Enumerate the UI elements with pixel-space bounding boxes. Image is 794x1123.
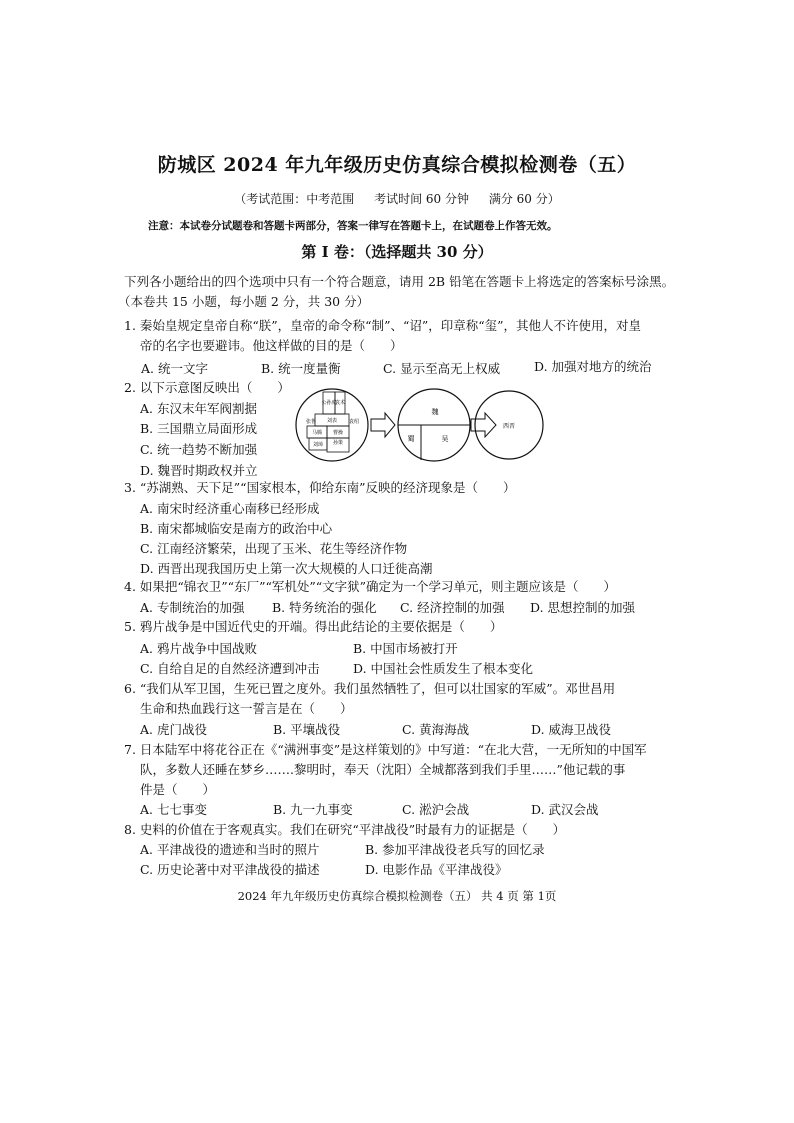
question-4-option-a[interactable]: A. 专制统治的加强 xyxy=(140,600,245,615)
question-2-option-d[interactable]: D. 魏晋时期政权并立 xyxy=(140,463,258,478)
diagram-label-yuanshao: 袁绍 xyxy=(348,419,360,425)
question-7-option-b[interactable]: B. 九一九事变 xyxy=(273,802,353,817)
section-title: 第 I 卷：（选择题共 30 分） xyxy=(301,243,493,261)
question-3-stem: 3. “苏湖熟、天下足”“国家根本，仰给东南”反映的经济现象是（ ） xyxy=(124,480,516,495)
question-3-option-c[interactable]: C. 江南经济繁荣，出现了玉米、花生等经济作物 xyxy=(140,541,408,556)
question-3-option-a[interactable]: A. 南宋时经济重心南移已经形成 xyxy=(140,501,320,516)
question-7-option-d[interactable]: D. 武汉会战 xyxy=(531,802,599,817)
question-8-option-c[interactable]: C. 历史论著中对平津战役的描述 xyxy=(140,862,320,877)
question-1-option-d[interactable]: D. 加强对地方的统治 xyxy=(534,359,652,374)
instruction-line-2: （本卷共 15 小题，每小题 2 分，共 30 分） xyxy=(118,294,370,309)
question-2-option-a[interactable]: A. 东汉末年军阀割据 xyxy=(140,401,257,416)
question-7-stem-1: 7. 日本陆军中将花谷正在《“满洲事变”是这样策划的》中写道：“在北大营，一无所知的中国军 xyxy=(124,742,647,757)
question-2-stem: 2. 以下示意图反映出（ ） xyxy=(124,380,290,395)
question-1-option-a[interactable]: A. 统一文字 xyxy=(141,361,208,376)
question-7-stem-2: 队，多数人还睡在梦乡…….黎明时，奉天（沈阳）全城都落到我们手里……”他记载的事 xyxy=(140,762,626,777)
question-4-option-c[interactable]: C. 经济控制的加强 xyxy=(400,600,505,615)
question-5-option-b[interactable]: B. 中国市场被打开 xyxy=(353,641,458,656)
arrow-1-icon xyxy=(371,413,395,437)
question-8-stem: 8. 史料的价值在于客观真实。我们在研究“平津战役”时最有力的证据是（ ） xyxy=(124,822,566,837)
question-1-option-c[interactable]: C. 显示至高无上权威 xyxy=(383,361,501,376)
diagram-label-liubiao: 刘表 xyxy=(326,418,338,424)
question-2-diagram xyxy=(295,386,545,464)
question-3-option-b[interactable]: B. 南宋都城临安是南方的政治中心 xyxy=(140,521,333,536)
question-4-stem: 4. 如果把“锦衣卫”“东厂”“军机处”“文字狱”确定为一个学习单元，则主题应该是（ ） xyxy=(124,579,617,594)
question-8-option-b[interactable]: B. 参加平津战役老兵写的回忆录 xyxy=(365,842,545,857)
question-5-option-a[interactable]: A. 鸦片战争中国战败 xyxy=(140,641,257,656)
question-6-option-d[interactable]: D. 威海卫战役 xyxy=(531,722,612,737)
question-1-stem-1: 1. 秦始皇规定皇帝自称“朕”，皇帝的命令称“制”、“诏”，印章称“玺”，其他人不许使用，对皇 xyxy=(124,318,642,333)
question-5-option-d[interactable]: D. 中国社会性质发生了根本变化 xyxy=(353,661,534,676)
question-5-option-c[interactable]: C. 自给自足的自然经济遭到冲击 xyxy=(140,661,320,676)
question-6-stem-1: 6. “我们从军卫国，生死已置之度外。我们虽然牺牲了，但可以壮国家的军威”。邓世昌用 xyxy=(124,681,616,696)
diagram-label-zhanglu: 张鲁 xyxy=(305,419,317,425)
question-6-option-c[interactable]: C. 黄海海战 xyxy=(402,722,470,737)
question-1-option-b[interactable]: B. 统一度量衡 xyxy=(261,361,341,376)
question-6-stem-2: 生命和热血践行这一誓言是在（ ） xyxy=(140,701,353,716)
question-3-option-d[interactable]: D. 西晋出现我国历史上第一次大规模的人口迁徙高潮 xyxy=(140,561,433,576)
exam-score: 满分 60 分） xyxy=(488,192,560,206)
question-6-option-b[interactable]: B. 平壤战役 xyxy=(273,722,341,737)
diagram-label-caocao: 曹操 xyxy=(332,430,344,436)
diagram-label-mateng: 马腾 xyxy=(311,430,323,436)
question-7-option-a[interactable]: A. 七七事变 xyxy=(140,802,207,817)
question-4-option-d[interactable]: D. 思想控制的加强 xyxy=(530,600,636,615)
diagram-label-liuzhang: 刘璋 xyxy=(312,442,324,448)
question-8-option-a[interactable]: A. 平津战役的遗迹和当时的照片 xyxy=(140,842,320,857)
diagram-label-yuanshu: 袁术 xyxy=(334,400,346,406)
diagram-label-suncoe: 孙策 xyxy=(332,440,344,446)
diagram-label-shu: 蜀 xyxy=(407,435,415,443)
exam-scope: （考试范围：中考范围 xyxy=(234,192,355,206)
instruction-line-1: 下列各小题给出的四个选项中只有一个符合题意，请用 2B 铅笔在答题卡上将选定的答案标号涂黑。 xyxy=(124,274,675,289)
page-footer: 2024 年九年级历史仿真综合模拟检测卷（五） 共 4 页 第 1页 xyxy=(237,889,557,903)
diagram-label-wei: 魏 xyxy=(431,408,439,416)
question-2-option-b[interactable]: B. 三国鼎立局面形成 xyxy=(140,421,258,436)
page-title: 防城区 2024 年九年级历史仿真综合模拟检测卷（五） xyxy=(157,154,637,176)
question-4-option-b[interactable]: B. 特务统治的强化 xyxy=(272,600,377,615)
exam-notice: 注意：本试卷分试题卷和答题卡两部分，答案一律写在答题卡上，在试题卷上作答无效。 xyxy=(148,220,558,232)
question-7-option-c[interactable]: C. 淞沪会战 xyxy=(402,802,470,817)
exam-info xyxy=(0,190,794,207)
question-5-stem: 5. 鸦片战争是中国近代史的开端。得出此结论的主要依据是（ ） xyxy=(124,619,503,634)
diagram-label-wu: 吴 xyxy=(441,435,449,443)
diagram-label-gongsundu: 公孙度 xyxy=(321,400,337,406)
question-2-option-c[interactable]: C. 统一趋势不断加强 xyxy=(140,442,258,457)
question-6-option-a[interactable]: A. 虎门战役 xyxy=(140,722,207,737)
question-8-option-d[interactable]: D. 电影作品《平津战役》 xyxy=(365,862,508,877)
diagram-label-xijin: 西晋 xyxy=(502,423,516,430)
question-1-stem-2: 帝的名字也要避讳。他这样做的目的是（ ） xyxy=(140,338,403,353)
question-7-stem-3: 件是（ ） xyxy=(140,782,216,797)
exam-time: 考试时间 60 分钟 xyxy=(374,192,469,206)
